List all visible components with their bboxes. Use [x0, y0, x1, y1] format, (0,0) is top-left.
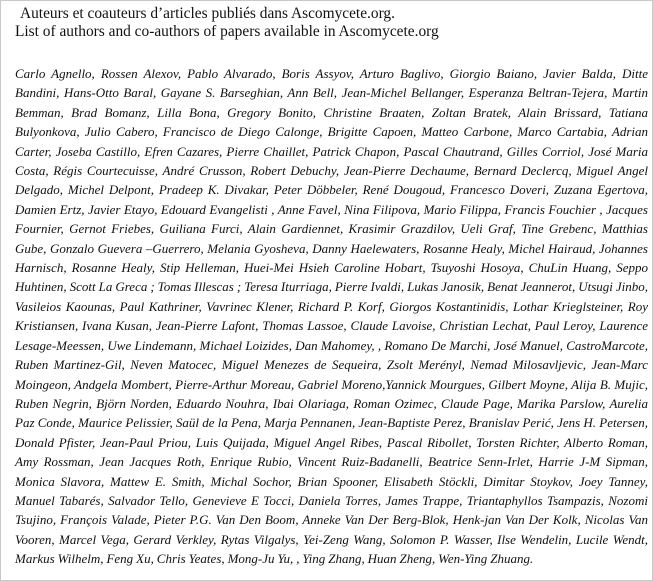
authors-paragraph: Carlo Agnello, Rossen Alexov, Pablo Alvarado, Boris Assyov, Arturo Baglivo, Giorgio Baiano, Javier Balda, Ditte Bandini, Hans-Otto Baral, Gayane S. Barseghian, Ann Bell, Jean-Michel Bellanger, Esperanza Beltran-Tejera, Martin Bemman, Brad Bomanz, Lilla Bona, Gregory Bonito, Christine Braaten, Zoltan Bratek, Alain Brissard, Tatiana Bulyonkova, Julio Cabero, Francisco de Diego Calonge, Brigitte Capoen, Matteo Carbone, Marco Cartabia, Adrian Carter, Joseba Castillo, Efren Cazares, Pierre Chaillet, Patrick Chapon, Pascal Chautrand, Gilles Corriol, José Maria Costa, Régis Courtecuisse, André Crusson, Robert Debuchy, Jean-Pierre Dechaume, Bernard Declercq, Miguel Angel Delgado, Michel Delpont, Pradeep K. Divakar, Peter Döbbeler, René Dougoud, Francesco Doveri, Zuzana Egertova, Damien Ertz, Javier Etayo, Edouard Evangelisti , Anne Favel, Nina Filipova, Mario Filippa, Francis Fouchier , Jacques Fournier, Gernot Friebes, Guiliana Furci, Alain Gardiennet, Krasimir Grazdilov, Ueli Graf, Tine Grebenc, Matthias Gube, Gonzalo Guevera –Guerrero, Melania Gyosheva, Danny Haelewaters, Rosanne Healy, Michel Hairaud, Johannes Harnisch, Rosanne Healy, Stip Helleman, Huei-Mei Hsieh Caroline Hobart, Tsuyoshi Hosoya, ChuLin Huang, Seppo Huhtinen, Scott La Greca ; Tomas Illescas ; Teresa Iturriaga, Pierre Ivaldi, Lukas Janosik, Benat Jeannerot, Utsugi Jinbo, Vasileios Kaounas, Paul Kathriner, Vavrinec Klener, Richard P. Korf, Giorgos Kostantinidis, Lothar Krieglsteiner, Roy Kristiansen, Ivana Kusan, Jean-Pierre Lafont, Thomas Lassoe, Claude Lavoise, Christian Lechat, Paul Leroy, Laurence Lesage-Meessen, Uwe Lindemann, Michael Loizides, Dan Mahomey, , Romano De Marchi, José Manuel, CastroMarcote, Ruben Martinez-Gil, Neven Matocec, Miguel Menezes de Sequeira, Zsolt Merényl, Nemad Milosavljevic, Jean-Marc Moingeon, Andgela Mombert, Pierre-Arthur Moreau, Gabriel Moreno,Yannick Mourgues, Gilbert Moyne, Alija B. Mujic, Ruben Negrin, Björn Norden, Eduardo Nouhra, Ibai Olariaga, Roman Ozimec, Claude Page, Marika Parslow, Aurelia Paz Conde, Maurice Pelissier, Saül de la Pena, Marja Pennanen, Jean-Baptiste Perez, Branislav Perić, Jens H. Petersen, Donald Pfister, Jean-Paul Priou, Luis Quijada, Miguel Angel Ribes, Pascal Ribollet, Torsten Richter, Alberto Roman, Amy Rossman, Jean Jacques Roth, Enrique Rubio, Vincent Ruiz-Badanelli, Beatrice Senn-Irlet, Harrie J-M Sipman, Monica Slavora, Mattew E. Smith, Michal Sochor, Brian Spooner, Elisabeth Stöckli, Dimitar Stoykov, Joey Tanney, Manuel Tabarés, Salvador Tello, Genevieve E Tocci, Daniela Torres, James Trappe, Triantaphyllos Tsampazis, Nozomi Tsujino, François Valade, Pieter P.G. Van Den Boom, Anneke Van Der Berg-Blok, Henk-jan Van Der Kolk, Nicolas Van Vooren, Marcel Vega, Gerard Verkley, Rytas Vilgalys, Yei-Zeng Wang, Solomon P. Wasser, Ilse Wendelin, Lucile Wendt, Markus Wilhelm, Feng Xu, Chris Yeates, Mong-Ju Yu, , Ying Zhang, Huan Zheng, Wen-Ying Zhuang.: [15, 66, 648, 567]
header-english-line: List of authors and co-authors of papers available in Ascomycete.org: [15, 23, 439, 40]
document-header: [15, 5, 645, 41]
header-french-line: Auteurs et coauteurs d’articles publiés dans Ascomycete.org.: [20, 5, 395, 22]
